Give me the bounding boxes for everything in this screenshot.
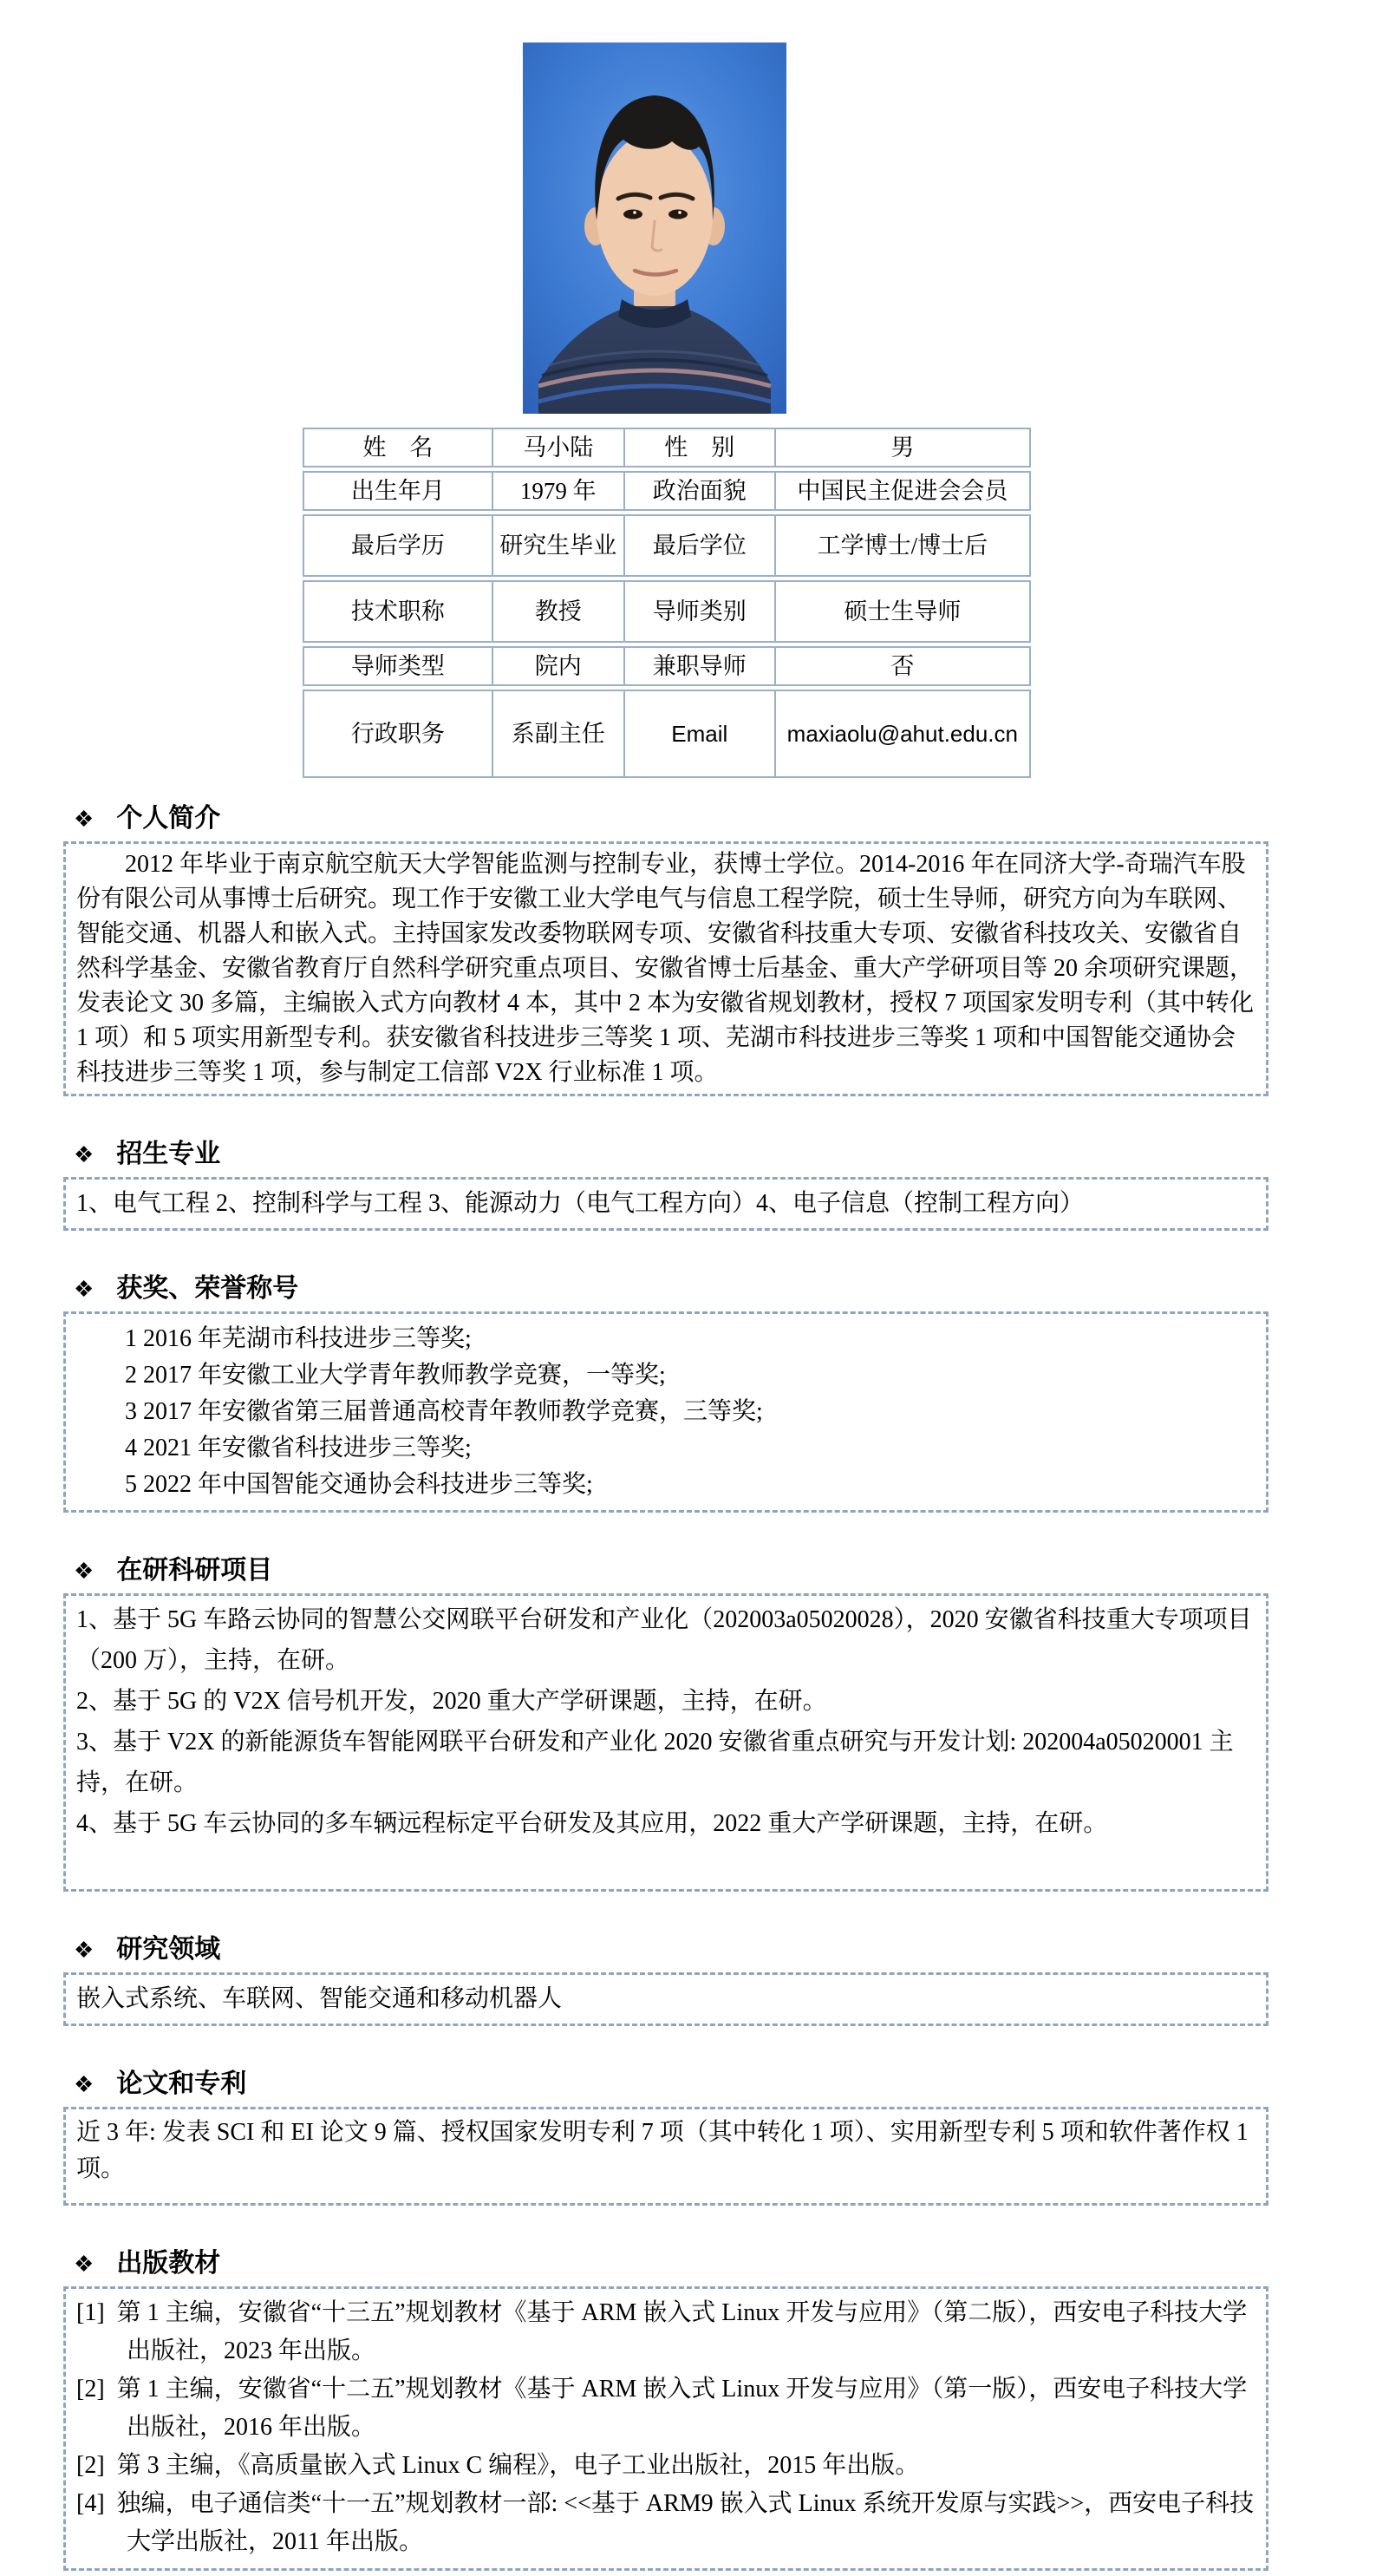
field-label-gender: 性 别 bbox=[623, 429, 774, 466]
section-box-awards bbox=[63, 1311, 1268, 1513]
project-item: 3、基于 V2X 的新能源货车智能网联平台研发和产业化 2020 安徽省重点研究与开发计划: 202004a05020001 主持，在研。 bbox=[76, 1729, 1234, 1796]
section-box-books bbox=[63, 2286, 1268, 2571]
book-item-label: [2] bbox=[76, 2452, 105, 2479]
section-bullet-icon: ❖ bbox=[74, 807, 95, 832]
field-value-political: 中国民主促进会会员 bbox=[774, 473, 1029, 509]
section-title: 招生专业 bbox=[116, 1140, 221, 1168]
field-label-supervisor-type: 导师类型 bbox=[350, 653, 445, 679]
section-title: 获奖、荣誉称号 bbox=[116, 1274, 299, 1303]
book-item-label: [1] bbox=[76, 2299, 105, 2326]
section-box-profile bbox=[63, 841, 1268, 1096]
field-label-political: 政治面貌 bbox=[623, 473, 774, 509]
book-item bbox=[76, 2485, 1255, 2561]
section-title: 论文和专利 bbox=[116, 2069, 247, 2098]
award-item: 4 2021 年安徽省科技进步三等奖; bbox=[125, 1435, 472, 1461]
award-item: 2 2017 年安徽工业大学青年教师教学竞赛，一等奖; bbox=[125, 1362, 666, 1389]
field-label-birth: 出生年月 bbox=[350, 478, 445, 504]
section-heading-admissions bbox=[74, 1138, 1376, 1172]
section-heading-research bbox=[74, 1933, 1376, 1967]
field-value-birth: 1979 年 bbox=[492, 473, 623, 509]
book-item-text: 第 3 主编，《高质量嵌入式 Linux C 编程》，电子工业出版社，2015 年出版。 bbox=[116, 2452, 920, 2479]
book-item-text: 独编，电子通信类“十一五”规划教材一部: <<基于 ARM9 嵌入式 Linux 系统开发原与实践>>，西安电子科技大学出版社，2011 年出版。 bbox=[116, 2490, 1255, 2555]
section-heading-papers bbox=[74, 2068, 1376, 2102]
book-item-text: 第 1 主编，安徽省“十三五”规划教材《基于 ARM 嵌入式 Linux 开发与应用》（第二版），西安电子科技大学出版社，2023 年出版。 bbox=[116, 2299, 1248, 2364]
field-value-supervisor-type: 院内 bbox=[492, 648, 623, 684]
table-row bbox=[303, 471, 1031, 511]
field-value-supervisor-category: 硕士生导师 bbox=[774, 582, 1029, 641]
table-row bbox=[303, 580, 1031, 643]
field-value-parttime-supervisor: 否 bbox=[774, 648, 1029, 684]
award-item: 3 2017 年安徽省第三届普通高校青年教师教学竞赛，三等奖; bbox=[125, 1398, 763, 1425]
field-value-education: 研究生毕业 bbox=[492, 516, 623, 575]
book-item bbox=[76, 2447, 1255, 2485]
portrait-photo bbox=[523, 42, 786, 414]
profile-text: 2012 年毕业于南京航空航天大学智能监测与控制专业，获博士学位。2014-2016 年在同济大学-奇瑞汽车股份有限公司从事博士后研究。现工作于安徽工业大学电气与信息工程学院，硕士生导师，研究方向为车联网、智能交通、机器人和嵌入式。主持国家发改委物联网专项、安徽省科技重大专项、安徽省科技攻关、安徽省自然科学基金、安徽省教育厅自然科学研究重点项目、安徽省博士后基金、重大产学研项目等 20 余项研究课题，发表论文 30 多篇，主编嵌入式方向教材 4 本，其中 2 本为安徽省规划教材，授权 7 项国家发明专利（其中转化 1 项）和 5 项实用新型专利。获安徽省科技进步三等奖 1 项、芜湖市科技进步三等奖 1 项和中国智能交通协会科技进步三等奖 1 项，参与制定工信部 V2X 行业标准 1 项。 bbox=[76, 851, 1255, 1086]
table-row bbox=[303, 690, 1031, 778]
field-value-email: maxiaolu@ahut.edu.cn bbox=[774, 691, 1029, 776]
section-title: 研究领域 bbox=[116, 1935, 221, 1964]
field-label-title: 技术职称 bbox=[350, 598, 445, 624]
field-value-gender: 男 bbox=[774, 429, 1029, 466]
project-item: 4、基于 5G 车云协同的多车辆远程标定平台研发及其应用，2022 重大产学研课题，主持，在研。 bbox=[76, 1810, 1108, 1837]
field-label-education: 最后学历 bbox=[350, 533, 445, 559]
section-bullet-icon: ❖ bbox=[74, 1142, 95, 1167]
section-heading-books bbox=[74, 2247, 1376, 2281]
award-item: 1 2016 年芜湖市科技进步三等奖; bbox=[125, 1325, 472, 1352]
section-bullet-icon: ❖ bbox=[74, 1277, 95, 1302]
award-item: 5 2022 年中国智能交通协会科技进步三等奖; bbox=[125, 1471, 593, 1498]
section-title: 在研科研项目 bbox=[116, 1556, 273, 1585]
section-bullet-icon: ❖ bbox=[74, 1559, 95, 1584]
field-label-parttime-supervisor: 兼职导师 bbox=[623, 648, 774, 684]
table-row bbox=[303, 514, 1031, 577]
papers-text: 近 3 年: 发表 SCI 和 EI 论文 9 篇、授权国家发明专利 7 项（其中转化 1 项）、实用新型专利 5 项和软件著作权 1 项。 bbox=[76, 2119, 1249, 2182]
book-item bbox=[76, 2294, 1255, 2370]
field-value-title: 教授 bbox=[492, 582, 623, 641]
faculty-profile-page bbox=[0, 42, 1376, 2576]
section-bullet-icon: ❖ bbox=[74, 1938, 95, 1963]
book-item-label: [2] bbox=[76, 2376, 105, 2403]
section-title: 个人简介 bbox=[116, 804, 221, 833]
project-item: 1、基于 5G 车路云协同的智慧公交网联平台研发和产业化（202003a05020028），2020 安徽省科技重大专项项目（200 万），主持，在研。 bbox=[76, 1606, 1252, 1674]
research-text: 嵌入式系统、车联网、智能交通和移动机器人 bbox=[76, 1985, 563, 2012]
field-value-degree: 工学博士/博士后 bbox=[774, 516, 1029, 575]
section-box-papers bbox=[63, 2107, 1268, 2206]
table-row bbox=[303, 646, 1031, 686]
field-label-email: Email bbox=[623, 691, 774, 776]
section-box-projects bbox=[63, 1593, 1268, 1892]
admissions-text: 1、电气工程 2、控制科学与工程 3、能源动力（电气工程方向）4、电子信息（控制工程方向） bbox=[76, 1190, 1085, 1217]
section-heading-profile bbox=[74, 802, 1376, 836]
book-item bbox=[76, 2370, 1255, 2447]
project-item: 2、基于 5G 的 V2X 信号机开发，2020 重大产学研课题，主持，在研。 bbox=[76, 1688, 827, 1715]
section-heading-awards bbox=[74, 1272, 1376, 1306]
portrait-photo-image bbox=[523, 42, 786, 414]
field-label-admin-post: 行政职务 bbox=[350, 721, 445, 747]
section-heading-projects bbox=[74, 1554, 1376, 1588]
section-box-admissions bbox=[63, 1177, 1268, 1231]
book-item-label: [4] bbox=[76, 2490, 105, 2517]
profile-info-table bbox=[303, 428, 1031, 778]
section-bullet-icon: ❖ bbox=[74, 2072, 95, 2097]
field-label-degree: 最后学位 bbox=[623, 516, 774, 575]
section-bullet-icon: ❖ bbox=[74, 2252, 95, 2277]
book-item-text: 第 1 主编，安徽省“十二五”规划教材《基于 ARM 嵌入式 Linux 开发与应用》（第一版），西安电子科技大学出版社，2016 年出版。 bbox=[116, 2376, 1248, 2441]
field-value-admin-post: 系副主任 bbox=[492, 691, 623, 776]
field-label-supervisor-category: 导师类别 bbox=[623, 582, 774, 641]
field-value-name: 马小陆 bbox=[492, 429, 623, 466]
section-box-research bbox=[63, 1972, 1268, 2026]
field-label-name: 姓 名 bbox=[362, 435, 434, 461]
table-row bbox=[303, 428, 1031, 467]
section-title: 出版教材 bbox=[116, 2249, 221, 2278]
